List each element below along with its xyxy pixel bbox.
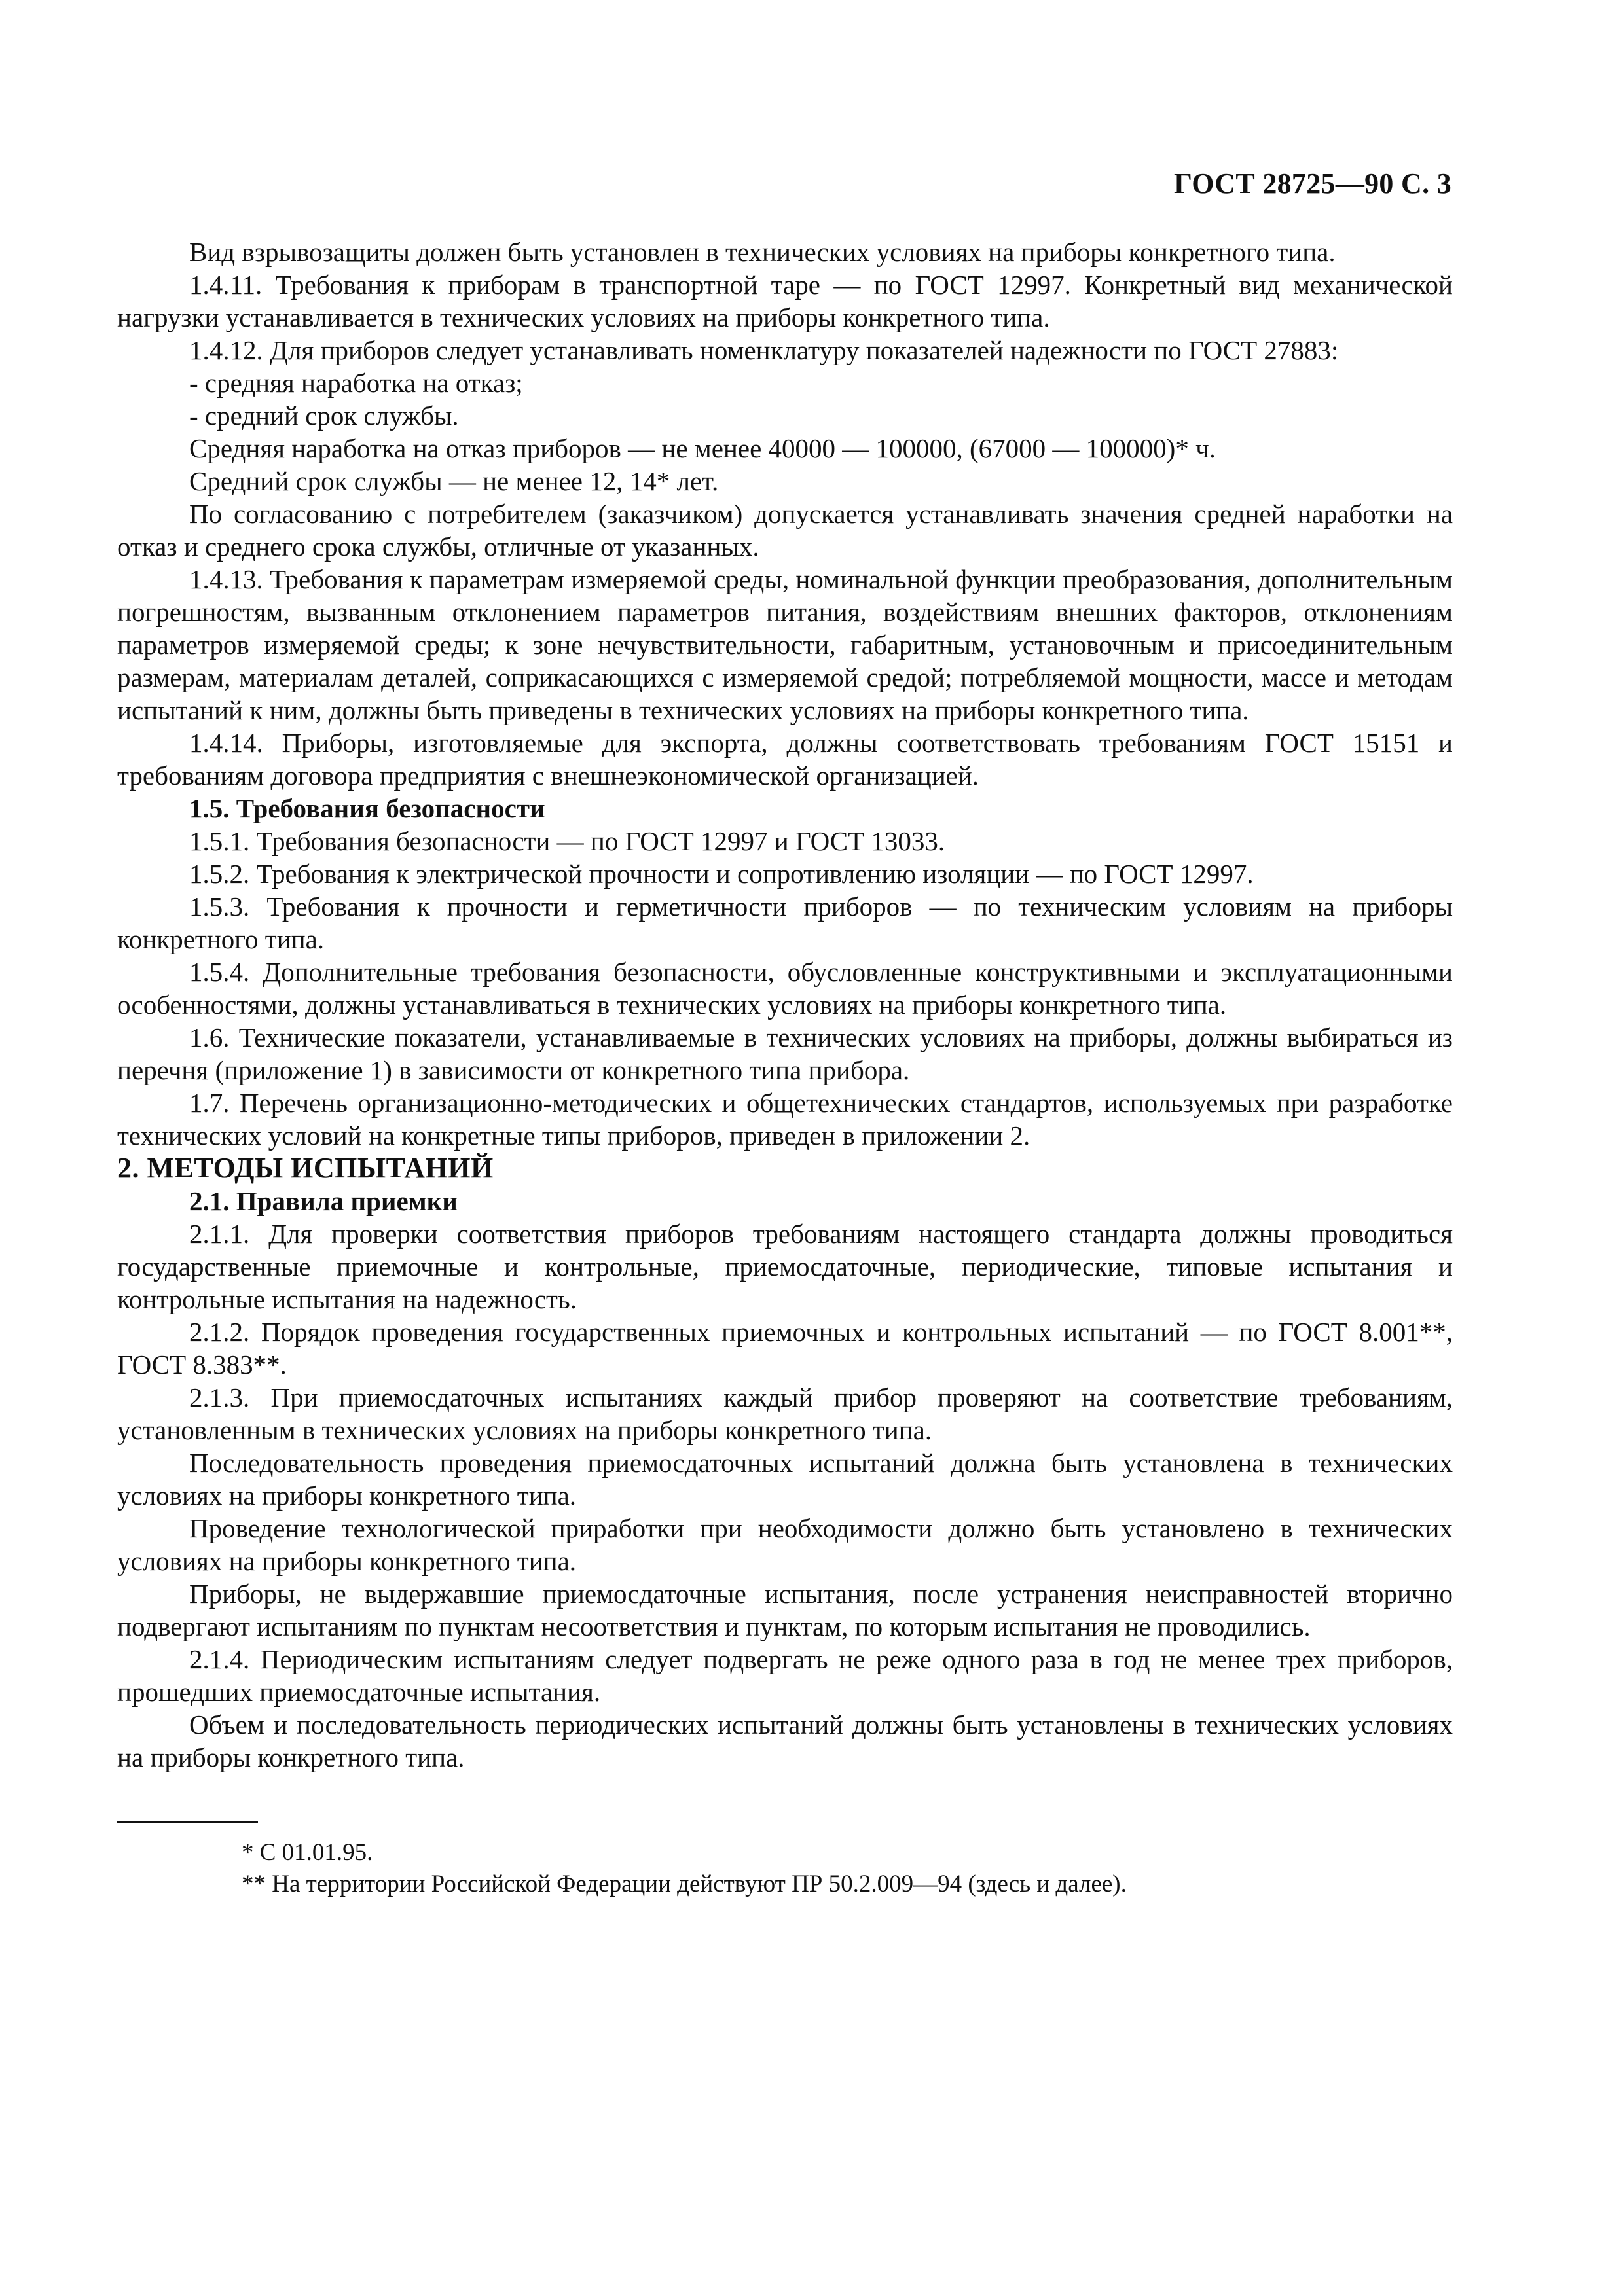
paragraph: Средний срок службы — не менее 12, 14* лет. <box>189 466 719 496</box>
subsection-heading: 2.1. Правила приемки <box>189 1186 458 1216</box>
paragraph: Объем и последовательность периодических испытаний должны быть установлены в технических условиях на приборы конкретного типа. <box>117 1710 1453 1772</box>
paragraph: 1.5.2. Требования к электрической прочности и сопротивлению изоляции — по ГОСТ 12997. <box>189 859 1254 889</box>
paragraph: 1.4.12. Для приборов следует устанавливать номенклатуру показателей надежности по ГОСТ 27883: <box>189 335 1339 365</box>
paragraph: 2.1.1. Для проверки соответствия приборов требованиям настоящего стандарта должны проводиться государственные приемочные и контрольные, приемосдаточные, периодические, типовые испытания и контрольные испытания на надежность. <box>117 1219 1453 1314</box>
paragraph: Вид взрывозащиты должен быть установлен в технических условиях на приборы конкретного типа. <box>189 237 1336 267</box>
paragraph: 1.5.3. Требования к прочности и герметичности приборов — по техническим условиям на приборы конкретного типа. <box>117 891 1453 954</box>
paragraph: По согласованию с потребителем (заказчиком) допускается устанавливать значения средней наработки на отказ и среднего срока службы, отличные от указанных. <box>117 499 1453 562</box>
list-item: - средняя наработка на отказ; <box>189 368 523 398</box>
paragraph: 1.5.4. Дополнительные требования безопасности, обусловленные конструктивными и эксплуатационными особенностями, должны устанавливаться в технических условиях на приборы конкретного типа. <box>117 957 1453 1020</box>
paragraph: 1.4.11. Требования к приборам в транспортной таре — по ГОСТ 12997. Конкретный вид механической нагрузки устанавливается в технических условиях на приборы конкретного типа. <box>117 270 1453 332</box>
paragraph: Приборы, не выдержавшие приемосдаточные испытания, после устранения неисправностей вторично подвергают испытаниям по пунктам несоответствия и пунктам, по которым испытания не проводились. <box>117 1579 1453 1641</box>
paragraph: 1.5.1. Требования безопасности — по ГОСТ 12997 и ГОСТ 13033. <box>189 826 945 856</box>
paragraph: 1.7. Перечень организационно-методических и общетехнических стандартов, используемых при разработке технических условий на конкретные типы приборов, приведен в приложении 2. <box>117 1088 1453 1151</box>
section-title: 2. МЕТОДЫ ИСПЫТАНИЙ <box>117 1152 494 1184</box>
paragraph: Проведение технологической приработки при необходимости должно быть установлено в технических условиях на приборы конкретного типа. <box>117 1513 1453 1576</box>
paragraph: 1.4.13. Требования к параметрам измеряемой среды, номинальной функции преобразования, дополнительным погрешностям, вызванным отклонением параметров питания, воздействиям внешних факторов, отклонениям параметров измеряемой среды; к зоне нечувствительности, габаритным, установочным и присоединительным размерам, материалам деталей, соприкасающихся с измеряемой средой; потребляемой мощности, массе и методам испытаний к ним, должны быть приведены в технических условиях на приборы конкретного типа. <box>117 564 1453 725</box>
paragraph: Последовательность проведения приемосдаточных испытаний должна быть установлена в технических условиях на приборы конкретного типа. <box>117 1448 1453 1511</box>
page-header: ГОСТ 28725—90 С. 3 <box>1174 168 1451 200</box>
paragraph: 2.1.4. Периодическим испытаниям следует подвергать не реже одного раза в год не менее трех приборов, прошедших приемосдаточные испытания. <box>117 1644 1453 1707</box>
paragraph: 1.4.14. Приборы, изготовляемые для экспорта, должны соответствовать требованиям ГОСТ 15151 и требованиям договора предприятия с внешнеэкономической организацией. <box>117 728 1453 791</box>
footnote: ** На территории Российской Федерации действуют ПР 50.2.009—94 (здесь и далее). <box>242 1871 1127 1897</box>
paragraph: 2.1.2. Порядок проведения государственных приемочных и контрольных испытаний — по ГОСТ 8.001**, ГОСТ 8.383**. <box>117 1317 1453 1380</box>
paragraph: Средняя наработка на отказ приборов — не менее 40000 — 100000, (67000 — 100000)* ч. <box>189 433 1216 463</box>
document-body <box>117 236 1453 1900</box>
footnote-divider <box>117 1821 258 1823</box>
subsection-heading: 1.5. Требования безопасности <box>189 793 545 823</box>
paragraph: 1.6. Технические показатели, устанавливаемые в технических условиях на приборы, должны выбираться из перечня (приложение 1) в зависимости от конкретного типа прибора. <box>117 1022 1453 1085</box>
paragraph: 2.1.3. При приемосдаточных испытаниях каждый прибор проверяют на соответствие требованиям, установленным в технических условиях на приборы конкретного типа. <box>117 1382 1453 1445</box>
footnote: * С 01.01.95. <box>242 1839 373 1866</box>
list-item: - средний срок службы. <box>189 401 459 431</box>
